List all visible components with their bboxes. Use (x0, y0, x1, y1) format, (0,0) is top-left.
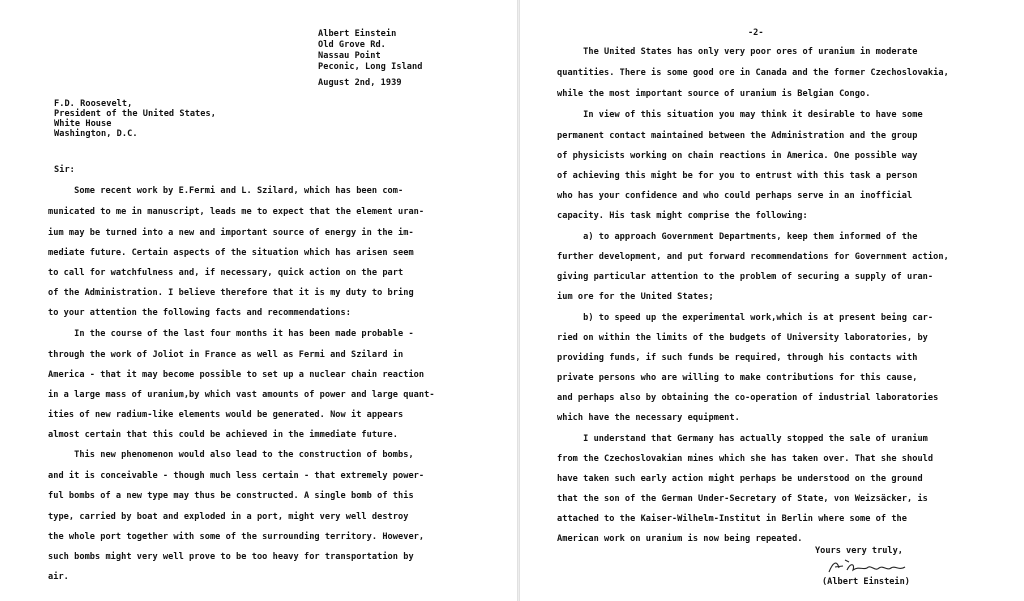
body-line: b) to speed up the experimental work,which is at present being car- (557, 313, 934, 323)
body-line: ium ore for the United States; (557, 292, 714, 302)
body-line: In the course of the last four months it has been made probable - (48, 329, 414, 339)
letter-page-2 (520, 0, 1024, 601)
body-line: have taken such early action might perhaps be understood on the ground (557, 474, 923, 484)
body-line: mediate future. Certain aspects of the situation which has arisen seem (48, 248, 414, 258)
sender-line: Nassau Point (318, 51, 381, 61)
signer-name: (Albert Einstein) (822, 577, 910, 587)
body-line: a) to approach Government Departments, keep them informed of the (557, 232, 918, 242)
recipient-line: President of the United States, (54, 109, 216, 119)
body-line: the whole port together with some of the surrounding territory. However, (48, 532, 425, 542)
body-line: America - that it may become possible to set up a nuclear chain reaction (48, 370, 425, 380)
body-line: permanent contact maintained between the Administration and the group (557, 131, 918, 141)
recipient-line: White House (54, 119, 112, 129)
body-line: This new phenomenon would also lead to the construction of bombs, (48, 450, 414, 460)
body-line: American work on uranium is now being repeated. (557, 534, 803, 544)
body-line: to call for watchfulness and, if necessary, quick action on the part (48, 268, 404, 278)
body-line: while the most important source of uranium is Belgian Congo. (557, 89, 871, 99)
body-line: private persons who are willing to make contributions for this cause, (557, 373, 918, 383)
body-line: further development, and put forward recommendations for Government action, (557, 252, 949, 262)
body-line: who has your confidence and who could perhaps serve in an inofficial (557, 191, 913, 201)
body-line: almost certain that this could be achieved in the immediate future. (48, 430, 398, 440)
body-line: in a large mass of uranium,by which vast amounts of power and large quant- (48, 390, 435, 400)
body-line: giving particular attention to the problem of securing a supply of uran- (557, 272, 934, 282)
body-line: I understand that Germany has actually stopped the sale of uranium (557, 434, 928, 444)
body-line: through the work of Joliot in France as well as Fermi and Szilard in (48, 350, 404, 360)
body-line: attached to the Kaiser-Wilhelm-Institut in Berlin where some of the (557, 514, 907, 524)
page-number: -2- (748, 28, 764, 38)
closing-line: Yours very truly, (815, 546, 903, 556)
sender-line: Peconic, Long Island (318, 62, 423, 72)
body-line: providing funds, if such funds be required, through his contacts with (557, 353, 918, 363)
body-line: of the Administration. I believe therefore that it is my duty to bring (48, 288, 414, 298)
body-line: air. (48, 572, 69, 582)
body-line: municated to me in manuscript, leads me to expect that the element uran- (48, 207, 425, 217)
sender-line: Old Grove Rd. (318, 40, 386, 50)
recipient-line: F.D. Roosevelt, (54, 99, 133, 109)
body-line: and it is conceivable - though much less certain - that extremely power- (48, 471, 425, 481)
body-line: quantities. There is some good ore in Canada and the former Czechoslovakia, (557, 68, 949, 78)
body-line: such bombs might very well prove to be too heavy for transportation by (48, 552, 414, 562)
body-line: In view of this situation you may think it desirable to have some (557, 110, 923, 120)
body-line: capacity. His task might comprise the following: (557, 211, 808, 221)
recipient-line: Washington, D.C. (54, 129, 138, 139)
body-line: ium may be turned into a new and important source of energy in the im- (48, 228, 414, 238)
body-line: and perhaps also by obtaining the co-operation of industrial laboratories (557, 393, 939, 403)
body-line: ried on within the limits of the budgets of University laboratories, by (557, 333, 928, 343)
body-line: Some recent work by E.Fermi and L. Szilard, which has been com- (48, 186, 404, 196)
body-line: which have the necessary equipment. (557, 413, 740, 423)
body-line: type, carried by boat and exploded in a port, might very well destroy (48, 512, 409, 522)
body-line: of physicists working on chain reactions in America. One possible way (557, 151, 918, 161)
body-line: to your attention the following facts and recommendations: (48, 308, 351, 318)
sender-line: Albert Einstein (318, 29, 397, 39)
letter-date: August 2nd, 1939 (318, 78, 402, 88)
body-line: ful bombs of a new type may thus be constructed. A single bomb of this (48, 491, 414, 501)
handwritten-signature (825, 556, 915, 576)
salutation: Sir: (54, 165, 75, 175)
body-line: of achieving this might be for you to entrust with this task a person (557, 171, 918, 181)
body-line: from the Czechoslovakian mines which she has taken over. That she should (557, 454, 934, 464)
body-line: that the son of the German Under-Secretary of State, von Weizsäcker, is (557, 494, 928, 504)
body-line: The United States has only very poor ores of uranium in moderate (557, 47, 918, 57)
body-line: ities of new radium-like elements would be generated. Now it appears (48, 410, 404, 420)
